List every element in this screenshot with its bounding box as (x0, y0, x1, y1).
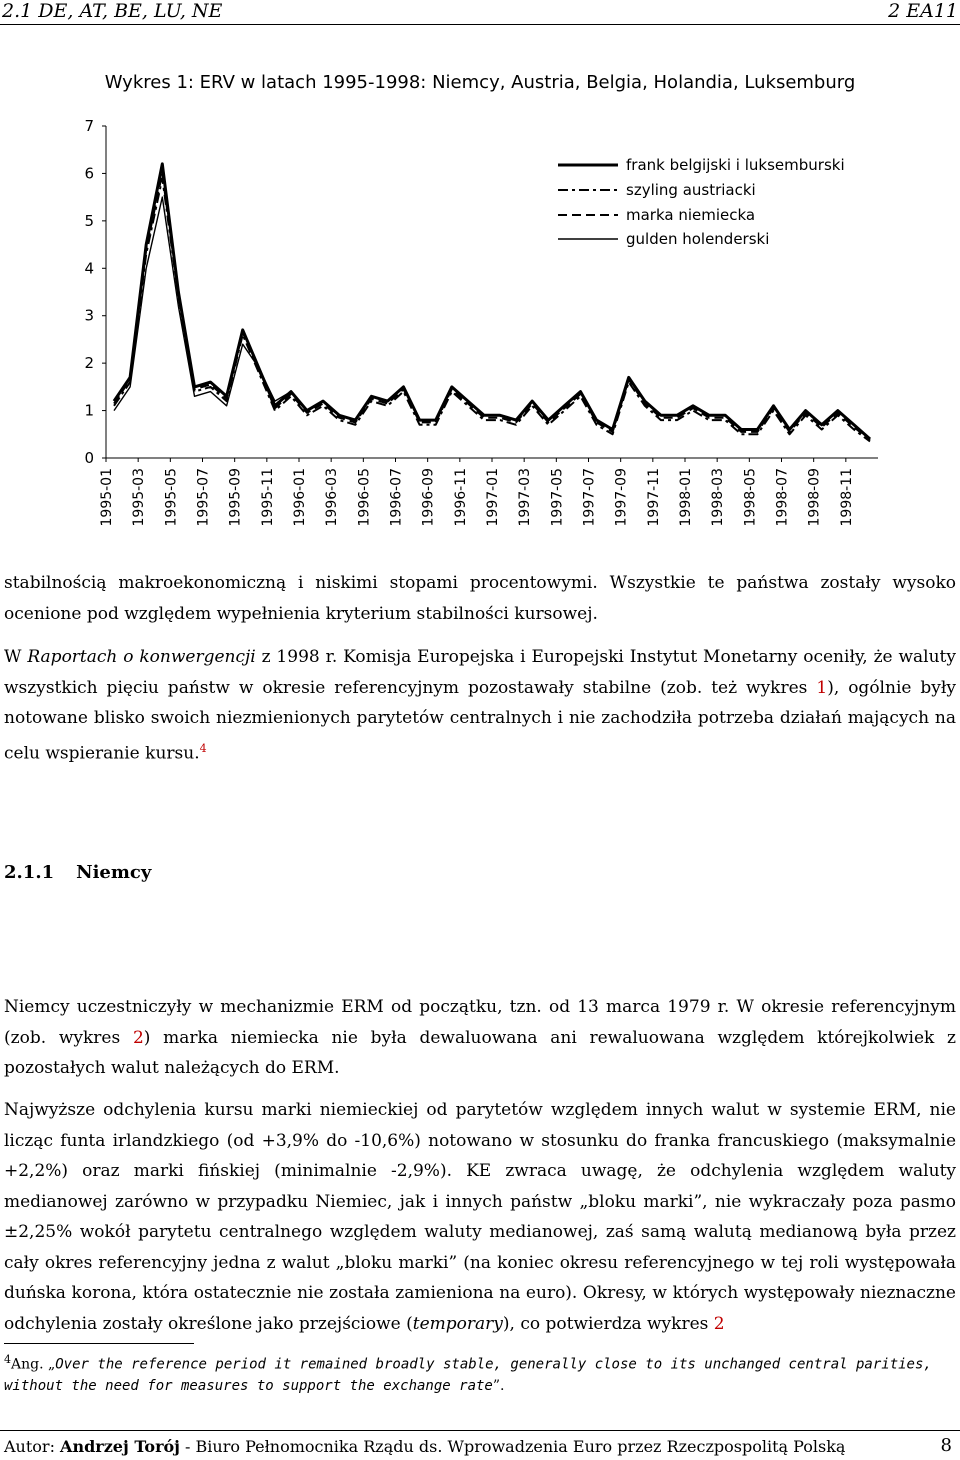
y-tick-label: 0 (84, 449, 94, 467)
author-name: Andrzej Torój (60, 1437, 180, 1456)
x-tick-label: 1997-11 (645, 468, 662, 527)
x-tick-label: 1997-07 (581, 468, 598, 527)
x-tick-label: 1998-01 (678, 468, 694, 527)
footnote-prefix: Ang. „ (11, 1356, 56, 1373)
footer-credit (4, 1437, 845, 1456)
x-tick-label: 1995-07 (195, 468, 212, 527)
x-tick-label: 1995-05 (163, 468, 180, 527)
p2-text-a: W (4, 647, 28, 667)
chart-2-link-b[interactable]: 2 (713, 1313, 725, 1334)
footnote (4, 1349, 956, 1397)
x-tick-label: 1997-05 (549, 468, 566, 527)
footnote-ref-4[interactable]: 4 (199, 741, 207, 755)
x-tick-label: 1996-11 (452, 468, 469, 527)
x-tick-label: 1995-01 (99, 468, 115, 527)
p2-text-b: z 1998 r. Komisja Europejska i Europejski Instytut Monetarny oceniły, że waluty wszystkich pięciu państw w okresie referencyjnym pozostawały stabilne (zob. też wykres (4, 647, 956, 698)
y-tick-label: 2 (84, 354, 94, 373)
page-footer (0, 1430, 960, 1460)
legend-label-3: marka niemiecka (626, 206, 756, 224)
paragraph-1-text: stabilnością makroekonomiczną i niskimi stopami procentowymi. Wszystkie te państwa zostały wysoko ocenione pod względem wypełnienia kryterium stabilności kursowej. (4, 573, 956, 624)
p3-text-b: ) marka niemiecka nie była dewaluowana ani rewaluowana względem którejkolwiek z pozostałych walut należących do ERM. (4, 1027, 957, 1078)
paragraph-3 (4, 992, 956, 1084)
p3-text-a: Niemcy uczestniczyły w mechanizmie ERM od początku, tzn. od 13 marca 1979 r. W okresie referencyjnym (zob. wykres (4, 997, 956, 1048)
x-tick-label: 1996-09 (420, 468, 437, 527)
chart-title: Wykres 1: ERV w latach 1995-1998: Niemcy, Austria, Belgia, Holandia, Luksemburg (104, 72, 856, 93)
chart-1-link[interactable]: 1 (816, 677, 828, 698)
y-tick-label: 4 (84, 259, 94, 278)
legend-label-4: gulden holenderski (626, 230, 770, 248)
header-right: 2 EA11 (888, 0, 958, 22)
section-number: 2.1.1 (4, 862, 55, 883)
running-header (0, 0, 960, 25)
paragraph-1 (4, 568, 956, 629)
p4-text-a: Najwyższe odchylenia kursu marki niemieckiej od parytetów względem innych walut w systemie ERM, nie licząc funta irlandzkiego (od +3,9% do -10,6%) notowano w stosunku do franka francuskiego (maksymalnie +2,2%) oraz marki fińskiej (minimalnie -2,9%). KE zwraca uwagę, że odchylenia względem waluty medianowej zarówno w przypadku Niemiec, jak i innych państw „bloku marki”, nie wykraczały poza pasmo ±2,25% wokół parytetu centralnego względem waluty medianowej, zaś samą walutą medianową była przez cały okres referencyjny jedna z walut „bloku marki” (na koniec okresu referencyjnego w tej roli występowała duńska korona, która ostatecznie nie została zamieniona na euro). Okresy, w których występowały nieznaczne odchylenia zostały określone jako przejściowe ( (4, 1100, 956, 1334)
legend-label-1: frank belgijski i luksemburski (626, 156, 845, 174)
x-tick-label: 1996-05 (356, 468, 373, 527)
y-tick-label: 1 (84, 401, 94, 420)
header-left: 2.1 DE, AT, BE, LU, NE (2, 0, 223, 22)
x-tick-label: 1997-01 (485, 468, 501, 527)
p4-text-b: ), co potwierdza wykres (502, 1313, 714, 1334)
p2-italic: Raportach o konwergencji (27, 647, 256, 667)
y-tick-label: 6 (84, 164, 94, 183)
footnote-suffix: ”. (492, 1377, 505, 1394)
y-tick-label: 7 (84, 117, 94, 135)
x-tick-label: 1998-09 (806, 468, 823, 527)
y-tick-label: 3 (84, 306, 94, 325)
x-tick-label: 1996-01 (292, 468, 308, 527)
x-tick-label: 1996-07 (388, 468, 405, 527)
footnote-mark: 4 (4, 1353, 11, 1366)
x-tick-label: 1998-07 (774, 468, 791, 527)
section-heading (4, 862, 151, 883)
footnote-text: Over the reference period it remained broadly stable, generally close to its unchanged central parities, without the need for measures to support the exchange rate (4, 1356, 932, 1394)
x-tick-label: 1997-03 (517, 468, 534, 527)
x-tick-label: 1998-05 (742, 468, 759, 527)
x-tick-label: 1995-11 (259, 468, 276, 527)
x-tick-label: 1996-03 (324, 468, 341, 527)
paragraph-4 (4, 1095, 956, 1339)
p2-text-c: ), ogólnie były notowane blisko swoich niezmienionych parytetów centralnych i nie zachodziła potrzeba działań mających na celu wspieranie kursu. (4, 677, 956, 764)
footnote-rule (4, 1343, 194, 1344)
x-tick-label: 1995-03 (131, 468, 148, 527)
paragraph-2 (4, 642, 956, 769)
legend-label-2: szyling austriacki (626, 181, 756, 199)
chart-2-link[interactable]: 2 (132, 1027, 144, 1048)
x-tick-label: 1998-03 (710, 468, 727, 527)
x-tick-label: 1995-09 (227, 468, 244, 527)
affiliation: - Biuro Pełnomocnika Rządu ds. Wprowadzenia Euro przez Rzeczpospolitą Polską (179, 1437, 846, 1456)
erv-chart (0, 108, 960, 540)
section-title: Niemcy (76, 862, 152, 883)
x-tick-label: 1998-11 (838, 468, 855, 527)
page-number: 8 (940, 1435, 952, 1456)
x-tick-label: 1997-09 (613, 468, 630, 527)
p4-italic: temporary (412, 1313, 503, 1334)
y-tick-label: 5 (84, 211, 94, 230)
author-label: Autor: (4, 1437, 61, 1456)
